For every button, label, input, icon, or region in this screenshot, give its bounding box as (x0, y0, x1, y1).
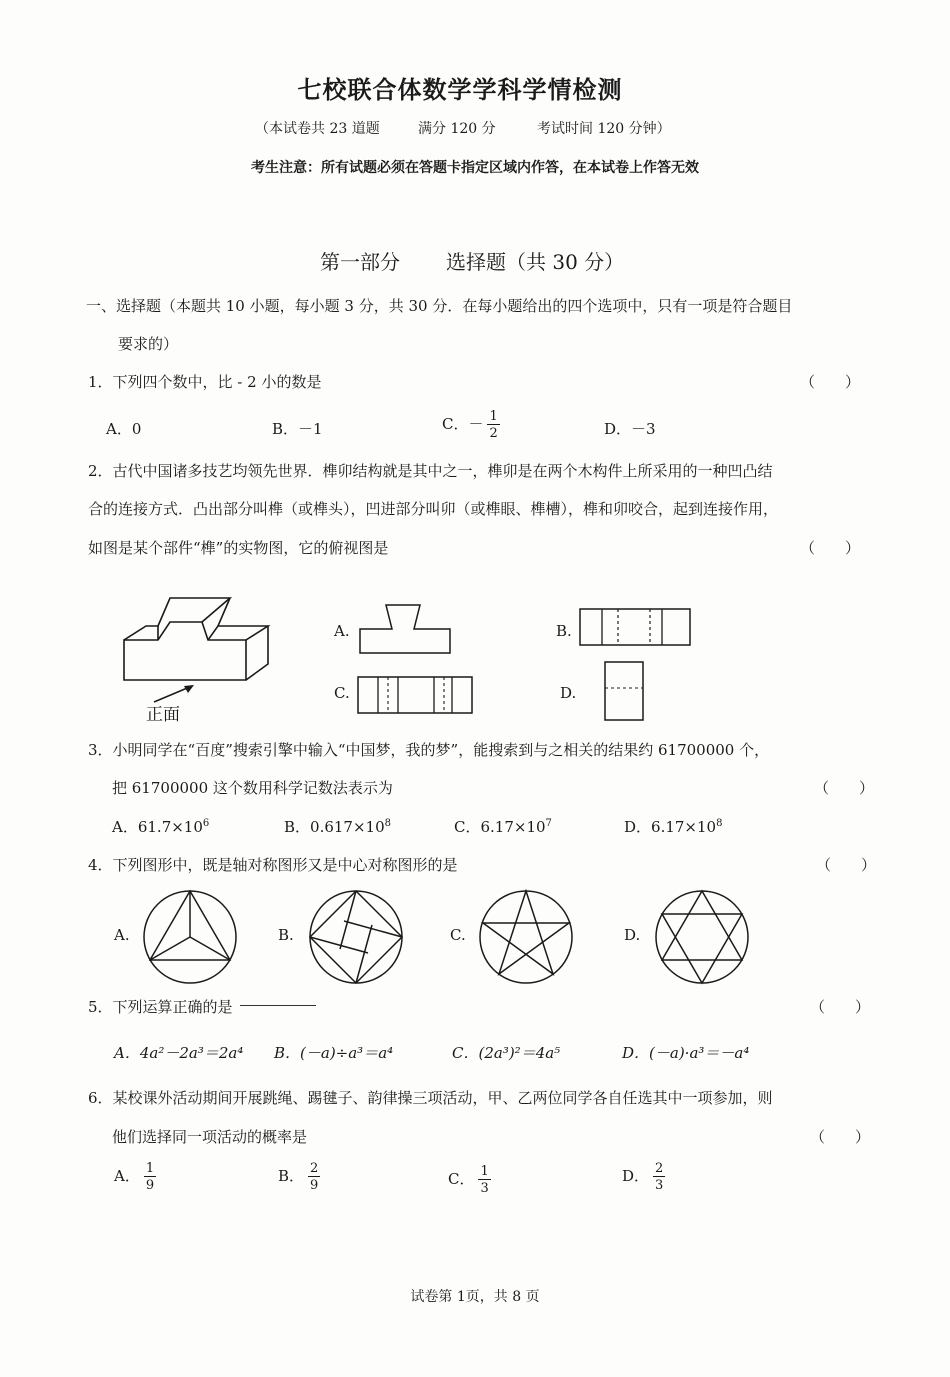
q3-option-a-base: A．61.7×10 (112, 818, 203, 836)
q4-option-a-figure (140, 887, 240, 987)
fraction-denominator: 3 (655, 1178, 664, 1193)
q2-line1: 2．古代中国诸多技艺均领先世界．榫卯结构就是其中之一，榫卯是在两个木构件上所采用的一种凹凸结 (88, 462, 773, 480)
exam-title: 七校联合体数学学科学情检测 (297, 75, 623, 104)
fraction-numerator: 1 (480, 1164, 489, 1179)
fraction-numerator: 2 (655, 1161, 664, 1176)
q3-option-d-exponent: 8 (716, 818, 723, 829)
meta-full-score: 满分 120 分 (418, 121, 496, 137)
q2-option-c-label: C. (334, 684, 350, 702)
q2-line3: 如图是某个部件“榫”的实物图，它的俯视图是 (88, 539, 389, 557)
meta-exam-time: 考试时间 120 分钟） (537, 121, 671, 137)
q6-option-a-fraction (144, 1162, 156, 1192)
q2-option-d-figure (603, 660, 645, 722)
exam-notice: 考生注意：所有试题必须在答题卡指定区域内作答，在本试卷上作答无效 (251, 160, 699, 176)
section-instruction-line1: 一、选择题（本题共 10 小题，每小题 3 分，共 30 分．在每小题给出的四个选项中，只有一项是符合题目 (86, 297, 793, 315)
q3-option-b (284, 816, 391, 837)
q6-option-d-label: D． (622, 1167, 650, 1185)
q5-option-b: B．(－a)÷a³＝a⁴ (274, 1044, 394, 1062)
part-title: 第一部分 (320, 250, 400, 274)
q5-option-c: C．(2a³)²＝4a⁵ (452, 1044, 561, 1062)
q3-option-a (112, 816, 209, 837)
q2-option-c-figure (356, 675, 474, 715)
q4-answer-paren: （ ） (816, 856, 877, 874)
q2-option-b-figure (578, 607, 692, 647)
q3-line2: 把 61700000 这个数用科学记数法表示为 (112, 779, 393, 797)
q6-option-a-label: A． (114, 1167, 140, 1185)
q3-line1: 3．小明同学在“百度”搜索引擎中输入“中国梦，我的梦”，能搜索到与之相关的结果约 61700000 个， (88, 741, 770, 759)
q4-option-d-label: D. (624, 926, 641, 944)
page-footer: 试卷第 1页，共 8 页 (410, 1289, 540, 1305)
q4-option-a-label: A. (114, 926, 130, 944)
q2-option-b-label: B. (556, 622, 572, 640)
q4-stem: 4．下列图形中，既是轴对称图形又是中心对称图形的是 (88, 856, 458, 874)
q6-option-c-fraction (478, 1165, 490, 1195)
q1-option-d: D．－3 (604, 420, 656, 438)
q6-line2: 他们选择同一项活动的概率是 (112, 1128, 308, 1146)
q3-option-b-exponent: 8 (384, 818, 391, 829)
q2-option-a-label: A. (334, 622, 350, 640)
q6-option-c (448, 1165, 491, 1195)
q6-option-a (114, 1162, 156, 1192)
fraction-denominator: 3 (480, 1181, 489, 1196)
fraction-denominator: 2 (489, 426, 498, 441)
q6-answer-paren: （ ） (810, 1128, 871, 1146)
q3-option-b-base: B．0.617×10 (284, 818, 385, 836)
q3-option-d-base: D．6.17×10 (624, 818, 717, 836)
q5-answer-paren: （ ） (810, 998, 871, 1016)
q3-answer-paren: （ ） (814, 779, 875, 797)
front-view-label: 正面 (146, 705, 180, 725)
q5-option-a: A．4a²－2a³＝2a⁴ (114, 1044, 244, 1062)
q1-option-b: B．－1 (272, 420, 323, 438)
q2-option-a-figure (358, 603, 452, 655)
fraction-numerator: 2 (310, 1161, 319, 1176)
section-instruction-line2: 要求的） (118, 335, 179, 353)
q6-option-b-label: B． (278, 1167, 305, 1185)
fraction-numerator: 1 (145, 1161, 155, 1176)
q5-option-d: D．(－a)·a³＝－a⁴ (622, 1044, 750, 1062)
q6-option-c-label: C． (448, 1170, 475, 1188)
fraction-denominator: 9 (310, 1178, 319, 1193)
q4-option-b-figure (306, 887, 406, 987)
q5-stem: 5．下列运算正确的是 (88, 998, 233, 1016)
q6-line1: 6．某校课外活动期间开展跳绳、踢毽子、韵律操三项活动，甲、乙两位同学各自任选其中一项参加，则 (88, 1089, 773, 1107)
q4-option-d-figure (652, 887, 752, 987)
q6-option-d-fraction (653, 1162, 665, 1192)
q4-option-c-label: C. (450, 926, 466, 944)
fraction-denominator: 9 (145, 1178, 155, 1193)
q6-option-b (278, 1162, 320, 1192)
q3-option-a-exponent: 6 (202, 818, 210, 829)
q6-option-d (622, 1162, 665, 1192)
q3-option-d (624, 816, 722, 837)
q2-option-d-label: D. (560, 684, 577, 702)
q5-stray-stroke (240, 1005, 316, 1006)
q2-answer-paren: （ ） (800, 539, 861, 557)
q3-option-c (454, 816, 552, 837)
q2-line2: 合的连接方式．凸出部分叫榫（或榫头），凹进部分叫卯（或榫眼、榫槽），榫和卯咬合，起到连接作用， (88, 500, 779, 518)
q1-option-a: A．0 (106, 420, 142, 438)
q3-option-c-exponent: 7 (545, 818, 552, 829)
q1-option-c (442, 410, 500, 440)
part-subtitle: 选择题（共 30 分） (446, 250, 625, 274)
q6-option-b-fraction (308, 1162, 320, 1192)
q1-answer-paren: （ ） (800, 373, 861, 391)
q1-stem: 1．下列四个数中，比 - 2 小的数是 (88, 373, 322, 391)
q1-option-c-label: C．－ (442, 415, 484, 433)
fraction-numerator: 1 (489, 409, 498, 424)
q3-option-c-base: C．6.17×10 (454, 818, 546, 836)
meta-question-count: （本试卷共 23 道题 (255, 121, 380, 137)
q1-option-c-fraction (487, 410, 499, 440)
q4-option-c-figure (476, 887, 576, 987)
q4-option-b-label: B. (278, 926, 294, 944)
